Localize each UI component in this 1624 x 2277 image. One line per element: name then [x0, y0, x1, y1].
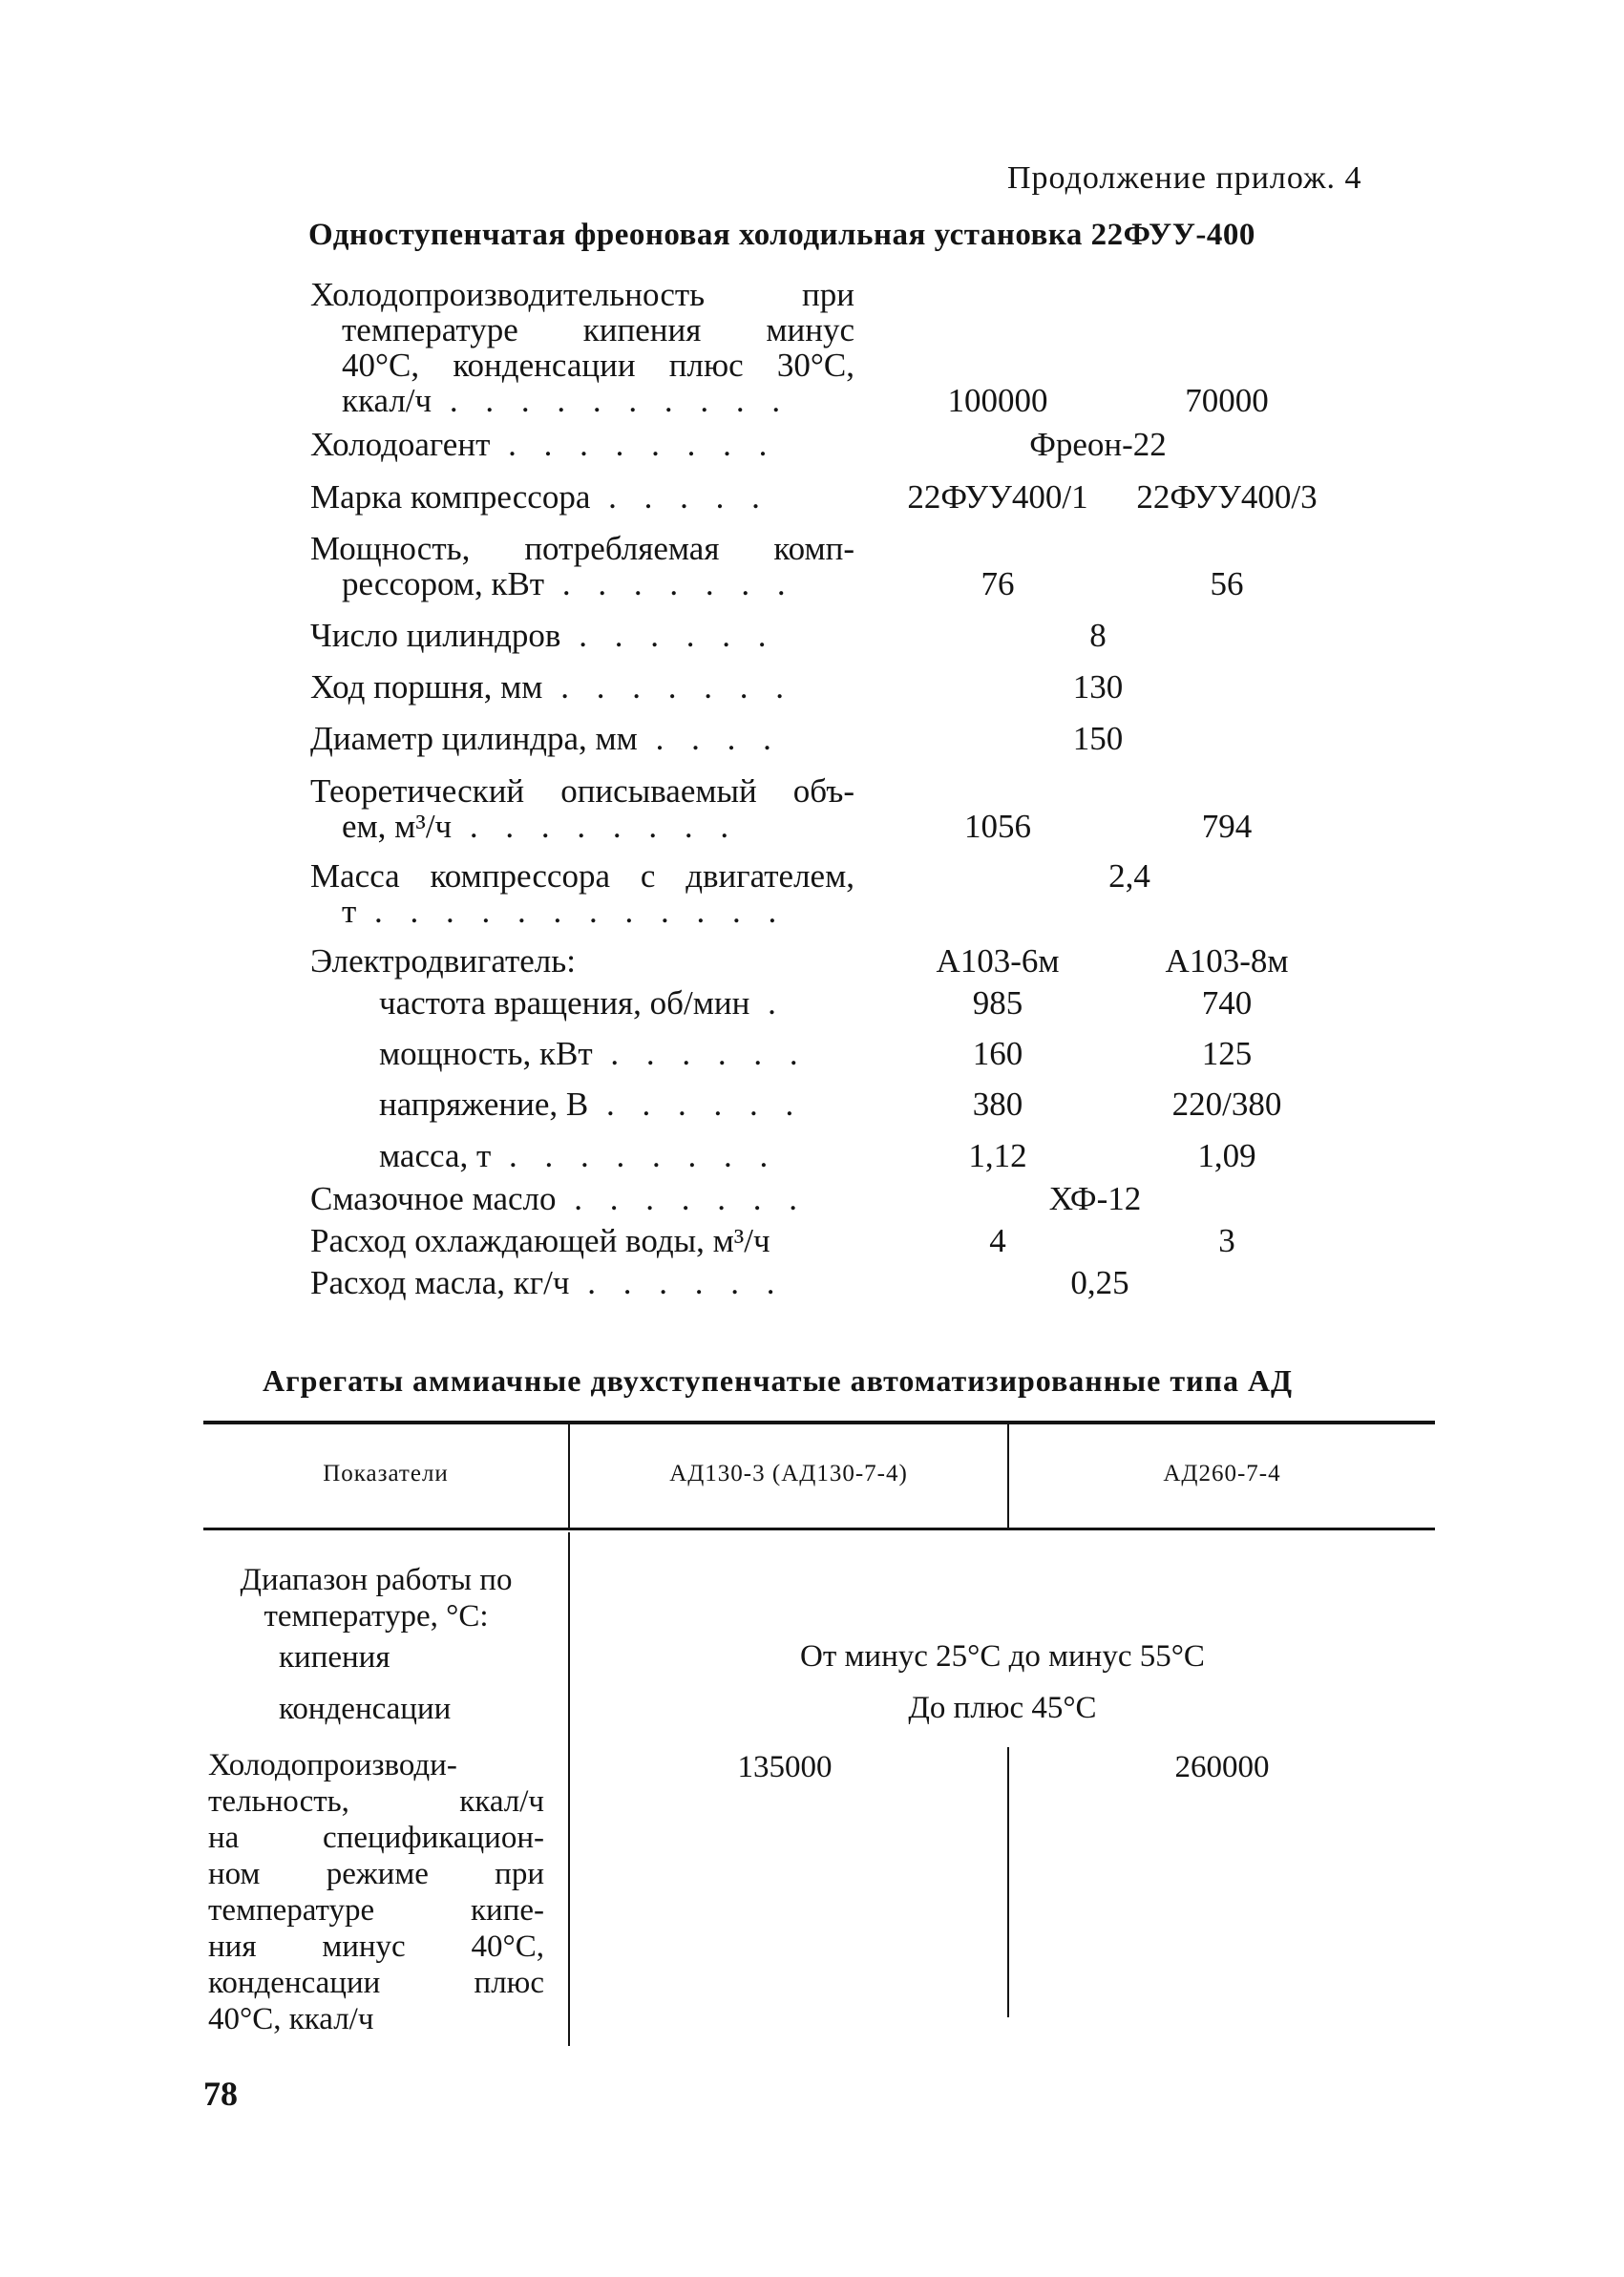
spec-label: Холодоагент . . . . . . . .: [310, 426, 777, 463]
continuation-note: Продолжение прилож. 4: [1007, 160, 1362, 196]
table-col-divider: [1007, 1747, 1009, 2017]
spec-value-right: 22ФУУ400/3: [1136, 478, 1318, 516]
spec-label: Расход масла, кг/ч . . . . . .: [310, 1264, 785, 1301]
spec-value: 8: [1089, 617, 1107, 654]
spec-value-left: 76: [981, 565, 1015, 602]
spec-value: 130: [1072, 668, 1124, 706]
spec-label: Расход охлаждающей воды, м³/ч: [310, 1222, 770, 1259]
table-label-cooling-capacity: Холодопроизводи- тельность, ккал/ч на спецификацион- ном режиме при температуре кипе- ния минус 40°С, конденсации плюс 40°С, ккал/ч: [208, 1748, 544, 2036]
spec-value-left: 1,12: [968, 1137, 1027, 1174]
spec-value-right: 56: [1210, 565, 1244, 602]
section-title-freon-unit: Одноступенчатая фреоновая холодильная установка 22ФУУ-400: [308, 218, 1255, 252]
spec-value-right: 1,09: [1197, 1137, 1256, 1174]
spec-value-left: 22ФУУ400/1: [907, 478, 1088, 516]
spec-value-right: 125: [1201, 1035, 1253, 1072]
spec-value: ХФ-12: [1048, 1180, 1142, 1217]
spec-value: 150: [1072, 720, 1124, 757]
spec-label: Смазочное масло . . . . . . .: [310, 1180, 807, 1217]
spec-label: мощность, кВт . . . . . .: [379, 1035, 808, 1072]
spec-value: Фреон-22: [1029, 426, 1167, 463]
spec-label: Ход поршня, мм . . . . . . .: [310, 668, 793, 706]
spec-label: Электродвигатель:: [310, 942, 576, 980]
table-label-boiling: кипения: [279, 1640, 390, 1675]
spec-label: Диаметр цилиндра, мм . . . .: [310, 720, 781, 757]
section-title-ammonia-units: Агрегаты аммиачные двухступенчатые автоматизированные типа АД: [263, 1363, 1294, 1398]
spec-value-left: А103-6м: [936, 942, 1060, 980]
spec-value-right: 740: [1201, 984, 1253, 1022]
spec-label: Мощность, потребляемая комп- рессором, кВт . . . . . . .: [310, 530, 854, 602]
table-value-condensation-range: До плюс 45°С: [908, 1691, 1097, 1725]
spec-value-left: 380: [972, 1086, 1023, 1123]
spec-label: масса, т . . . . . . . .: [379, 1137, 778, 1174]
spec-label: Теоретический описываемый объ- ем, м³/ч . . . . . . . .: [310, 772, 854, 845]
table-header-ad130: АД130-3 (АД130-7-4): [669, 1461, 908, 1486]
spec-value-right: 70000: [1185, 382, 1269, 419]
spec-value-right: 794: [1201, 808, 1253, 845]
table-header-ad260: АД260-7-4: [1163, 1461, 1281, 1486]
table-value-capacity-ad260: 260000: [1174, 1750, 1270, 1784]
spec-value-left: 160: [972, 1035, 1023, 1072]
spec-value-left: 1056: [964, 808, 1031, 845]
page-number: 78: [203, 2075, 238, 2113]
spec-label: Число цилиндров . . . . . .: [310, 617, 776, 654]
table-label-condensation: конденсации: [279, 1692, 452, 1726]
spec-value-right: А103-8м: [1165, 942, 1289, 980]
table-top-rule: [203, 1421, 1435, 1424]
table-value-capacity-ad130: 135000: [737, 1750, 833, 1784]
spec-value-right: 3: [1218, 1222, 1235, 1259]
table-header-indicators: Показатели: [323, 1461, 449, 1486]
spec-value-left: 4: [989, 1222, 1006, 1259]
table-value-boiling-range: От минус 25°С до минус 55°С: [800, 1639, 1205, 1674]
table-header-rule: [203, 1528, 1435, 1530]
spec-value-left: 100000: [947, 382, 1048, 419]
table-col-divider: [568, 1532, 570, 2046]
spec-label: Марка компрессора . . . . .: [310, 478, 770, 516]
spec-value-left: 985: [972, 984, 1023, 1022]
spec-label: частота вращения, об/мин .: [379, 984, 786, 1022]
spec-value-right: 220/380: [1171, 1086, 1282, 1123]
spec-label: Масса компрессора с двигателем, т . . . . . . . . . . . .: [310, 857, 854, 930]
spec-value: 2,4: [1108, 857, 1150, 895]
spec-label: Холодопроизводительность при температуре кипения минус 40°С, конденсации плюс 30°С, ккал/ч . . . . . . . . . .: [310, 276, 854, 419]
spec-label: напряжение, В . . . . . .: [379, 1086, 804, 1123]
spec-value: 0,25: [1070, 1264, 1129, 1301]
table-label-temp-range: Диапазон работы по температуре, °С:: [240, 1563, 513, 1634]
